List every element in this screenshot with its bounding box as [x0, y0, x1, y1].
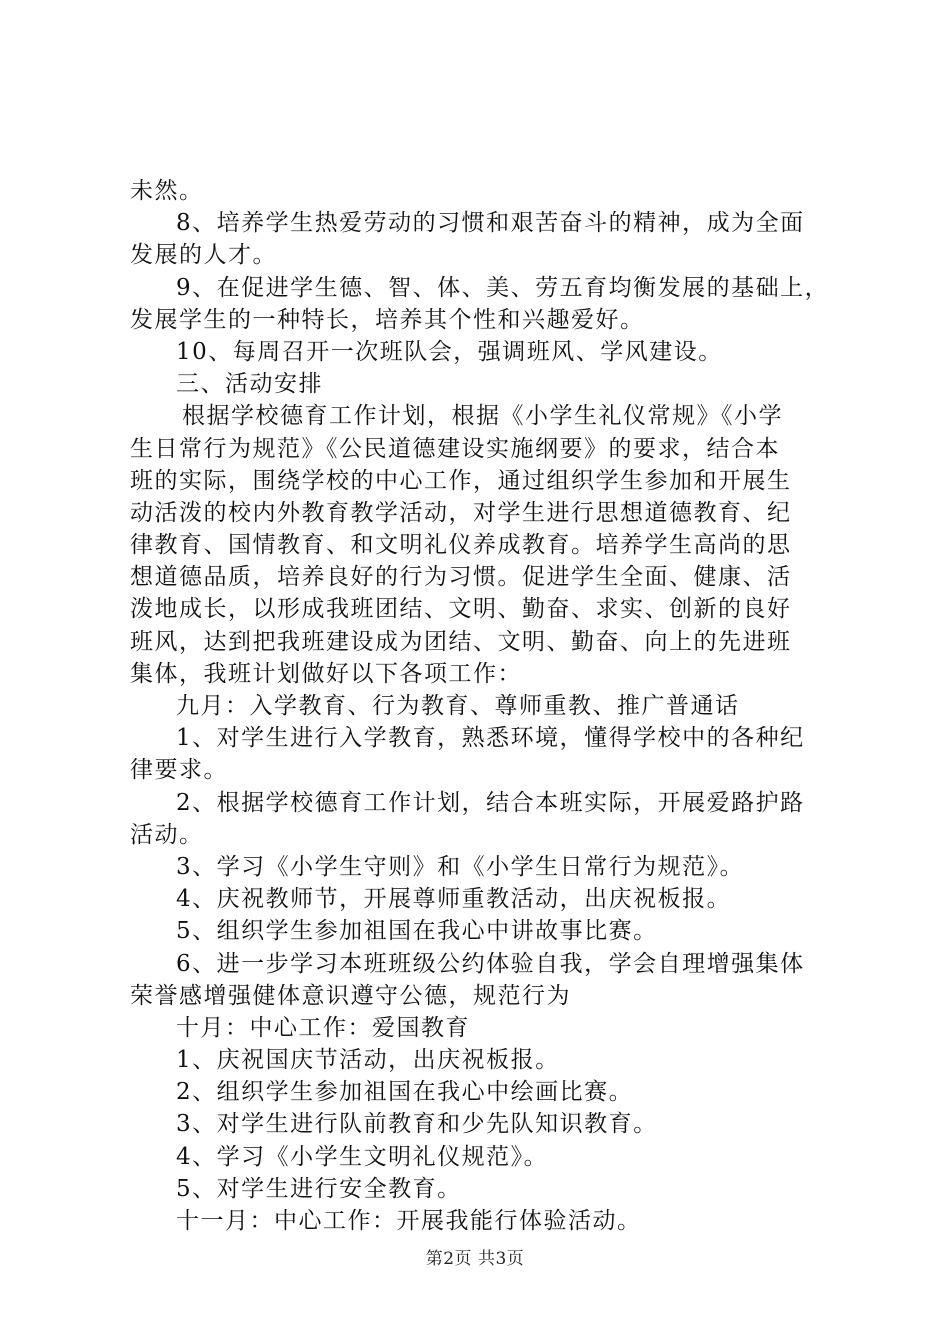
month-heading: 十一月：中心工作：开展我能行体验活动。 — [176, 1208, 642, 1234]
text-line: 荣誉感增强健体意识遵守公德，规范行为 — [130, 982, 571, 1009]
page-number: 第2页 共3页 — [425, 1249, 525, 1269]
text-line: 律要求。 — [130, 757, 228, 784]
month-heading: 九月：入学教育、行为教育、尊师重教、推广普通话 — [176, 693, 740, 719]
text-line: 律教育、国情教育、和文明礼仪养成教育。培养学生高尚的思 — [130, 532, 792, 559]
text-line: 班风，达到把我班建设成为团结、文明、勤奋、向上的先进班 — [130, 628, 792, 655]
text-line: 1、对学生进行入学教育，熟悉环境，懂得学校中的各种纪 — [176, 725, 805, 752]
month-heading: 十月：中心工作：爱国教育 — [176, 1014, 470, 1041]
text-line: 4、学习《小学生文明礼仪规范》。 — [176, 1143, 549, 1170]
text-line: 9、在促进学生德、智、体、美、劳五育均衡发展的基础上， — [176, 274, 830, 301]
text-line: 4、庆祝教师节，开展尊师重教活动，出庆祝板报。 — [176, 886, 732, 913]
text-line: 集体，我班计划做好以下各项工作： — [130, 660, 522, 687]
text-line: 3、对学生进行队前教育和少先队知识教育。 — [176, 1111, 658, 1138]
text-line: 1、庆祝国庆节活动，出庆祝板报。 — [176, 1047, 560, 1074]
text-line: 10、每周召开一次班队会，强调班风、学风建设。 — [176, 338, 723, 365]
text-line: 根据学校德育工作计划，根据《小学生礼仪常规》《小学 — [182, 403, 783, 430]
text-line: 发展的人才。 — [130, 242, 277, 269]
text-line: 未然。 — [130, 178, 204, 204]
document-body — [130, 175, 830, 1237]
text-line: 2、组织学生参加祖国在我心中绘画比赛。 — [176, 1079, 634, 1106]
text-line: 想道德品质，培养良好的行为习惯。促进学生全面、健康、活 — [130, 564, 792, 591]
text-line: 生日常行为规范》《公民道德建设实施纲要》的要求，结合本 — [130, 435, 780, 462]
text-line: 活动。 — [130, 821, 204, 848]
text-line: 5、组织学生参加祖国在我心中讲故事比赛。 — [176, 918, 658, 945]
text-line: 泼地成长，以形成我班团结、文明、勤奋、求实、创新的良好 — [130, 596, 792, 623]
text-line: 2、根据学校德育工作计划，结合本班实际，开展爱路护路 — [176, 789, 805, 816]
text-line: 6、进一步学习本班班级公约体验自我，学会自理增强集体 — [176, 950, 805, 977]
text-line: 班的实际，围绕学校的中心工作，通过组织学生参加和开展生 — [130, 467, 792, 494]
section-heading: 三、活动安排 — [176, 371, 323, 398]
text-line: 8、培养学生热爱劳动的习惯和艰苦奋斗的精神，成为全面 — [176, 210, 805, 237]
text-line: 3、学习《小学生守则》和《小学生日常行为规范》。 — [176, 853, 745, 880]
text-line: 动活泼的校内外教育教学活动，对学生进行思想道德教育、纪 — [130, 499, 792, 526]
text-line: 5、对学生进行安全教育。 — [176, 1175, 462, 1202]
text-line: 发展学生的一种特长，培养其个性和兴趣爱好。 — [130, 306, 645, 333]
